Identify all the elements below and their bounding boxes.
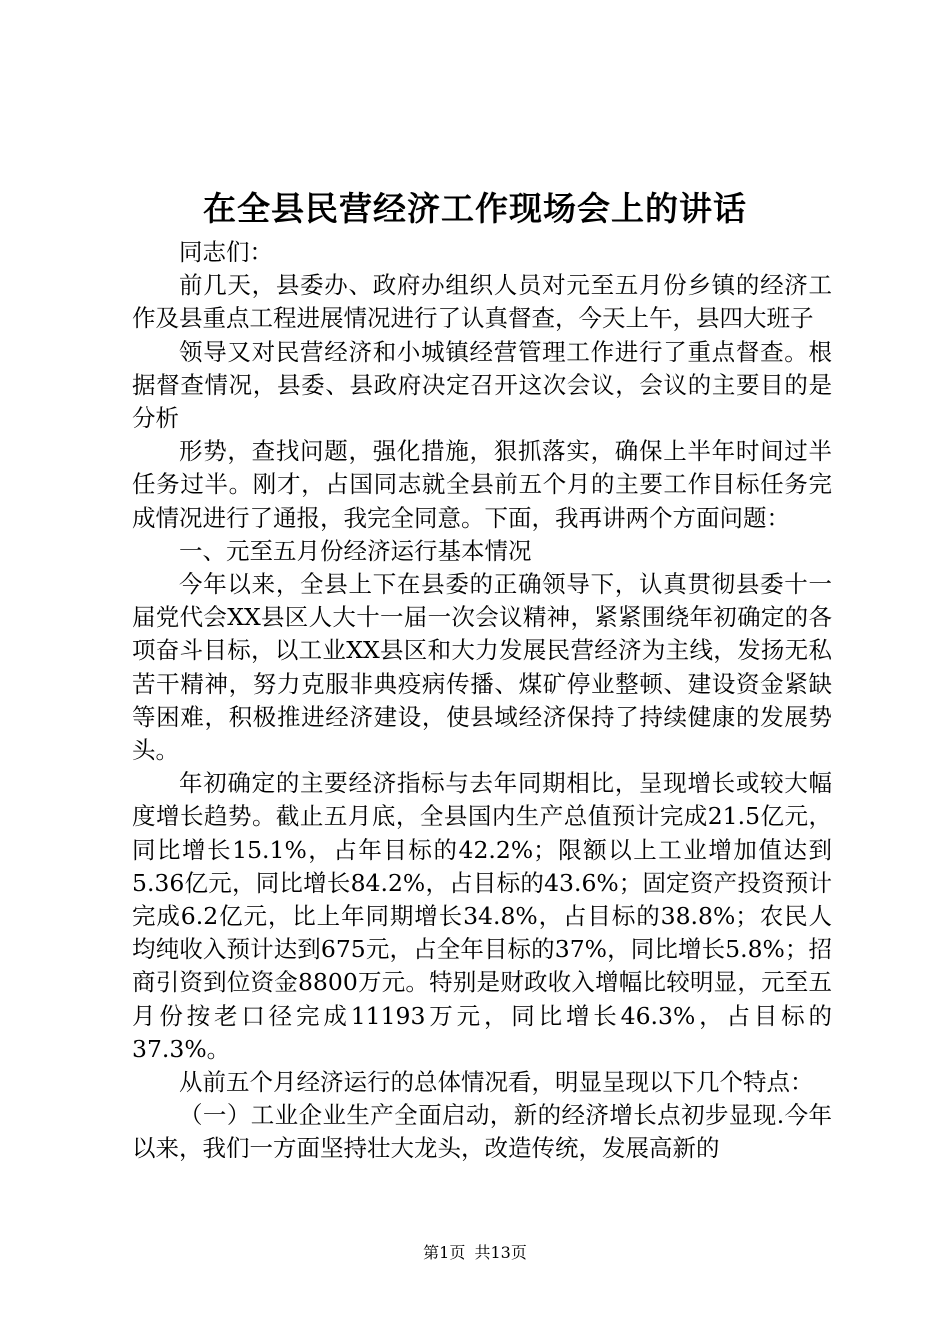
paragraph-salutation: 同志们： (179, 238, 273, 266)
paragraph: 今年以来，全县上下在县委的正确领导下，认真贯彻县委十一届党代会XX县区人大十一届一次会议精神，紧紧围绕年初确定的各项奋斗目标，以工业XX县区和大力发展民营经济为主线，发扬无私苦干精神，努力克服非典疫病传播、煤矿停业整顿、建设资金紧缺等困难，积极推进经济建设，使县域经济保持了持续健康的发展势头。 (132, 570, 832, 765)
page-footer (0, 1241, 950, 1265)
paragraph: 前几天，县委办、政府办组织人员对元至五月份乡镇的经济工作及县重点工程进展情况进行了认真督查，今天上午，县四大班子 (132, 271, 832, 333)
section-heading: 一、元至五月份经济运行基本情况 (179, 536, 532, 565)
paragraph: 领导又对民营经济和小城镇经营管理工作进行了重点督查。根据督查情况，县委、县政府决定召开这次会议，会议的主要目的是分析 (132, 337, 832, 433)
paragraph: 从前五个月经济运行的总体情况看，明显呈现以下几个特点： (179, 1068, 814, 1097)
page-total: 共13页 (474, 1243, 527, 1262)
subsection-heading: （一）工业企业生产全面启动，新的经济增长点初步显现.今年以来，我们一方面坚持壮大龙头，改造传统，发展高新的 (132, 1101, 832, 1163)
document-body (132, 236, 832, 1166)
page-number: 第1页 (423, 1243, 466, 1262)
document-title: 在全县民营经济工作现场会上的讲话 (203, 189, 747, 228)
paragraph: 形势，查找问题，强化措施，狠抓落实，确保上半年时间过半任务过半。刚才，占国同志就全县前五个月的主要工作目标任务完成情况进行了通报，我完全同意。下面，我再讲两个方面问题： (132, 437, 832, 532)
paragraph: 年初确定的主要经济指标与去年同期相比，呈现增长或较大幅度增长趋势。截止五月底，全县国内生产总值预计完成21.5亿元，同比增长15.1%，占年目标的42.2%；限额以上工业增加值达到5.36亿元，同比增长84.2%，占目标的43.6%；固定资产投资预计完成6.2亿元，比上年同期增长34.8%，占目标的38.8%；农民人均纯收入预计达到675元，占全年目标的37%，同比增长5.8%；招商引资到位资金8800万元。特别是财政收入增幅比较明显，元至五月份按老口径完成11193万元，同比增长46.3%，占目标的37.3%。 (132, 769, 832, 1063)
